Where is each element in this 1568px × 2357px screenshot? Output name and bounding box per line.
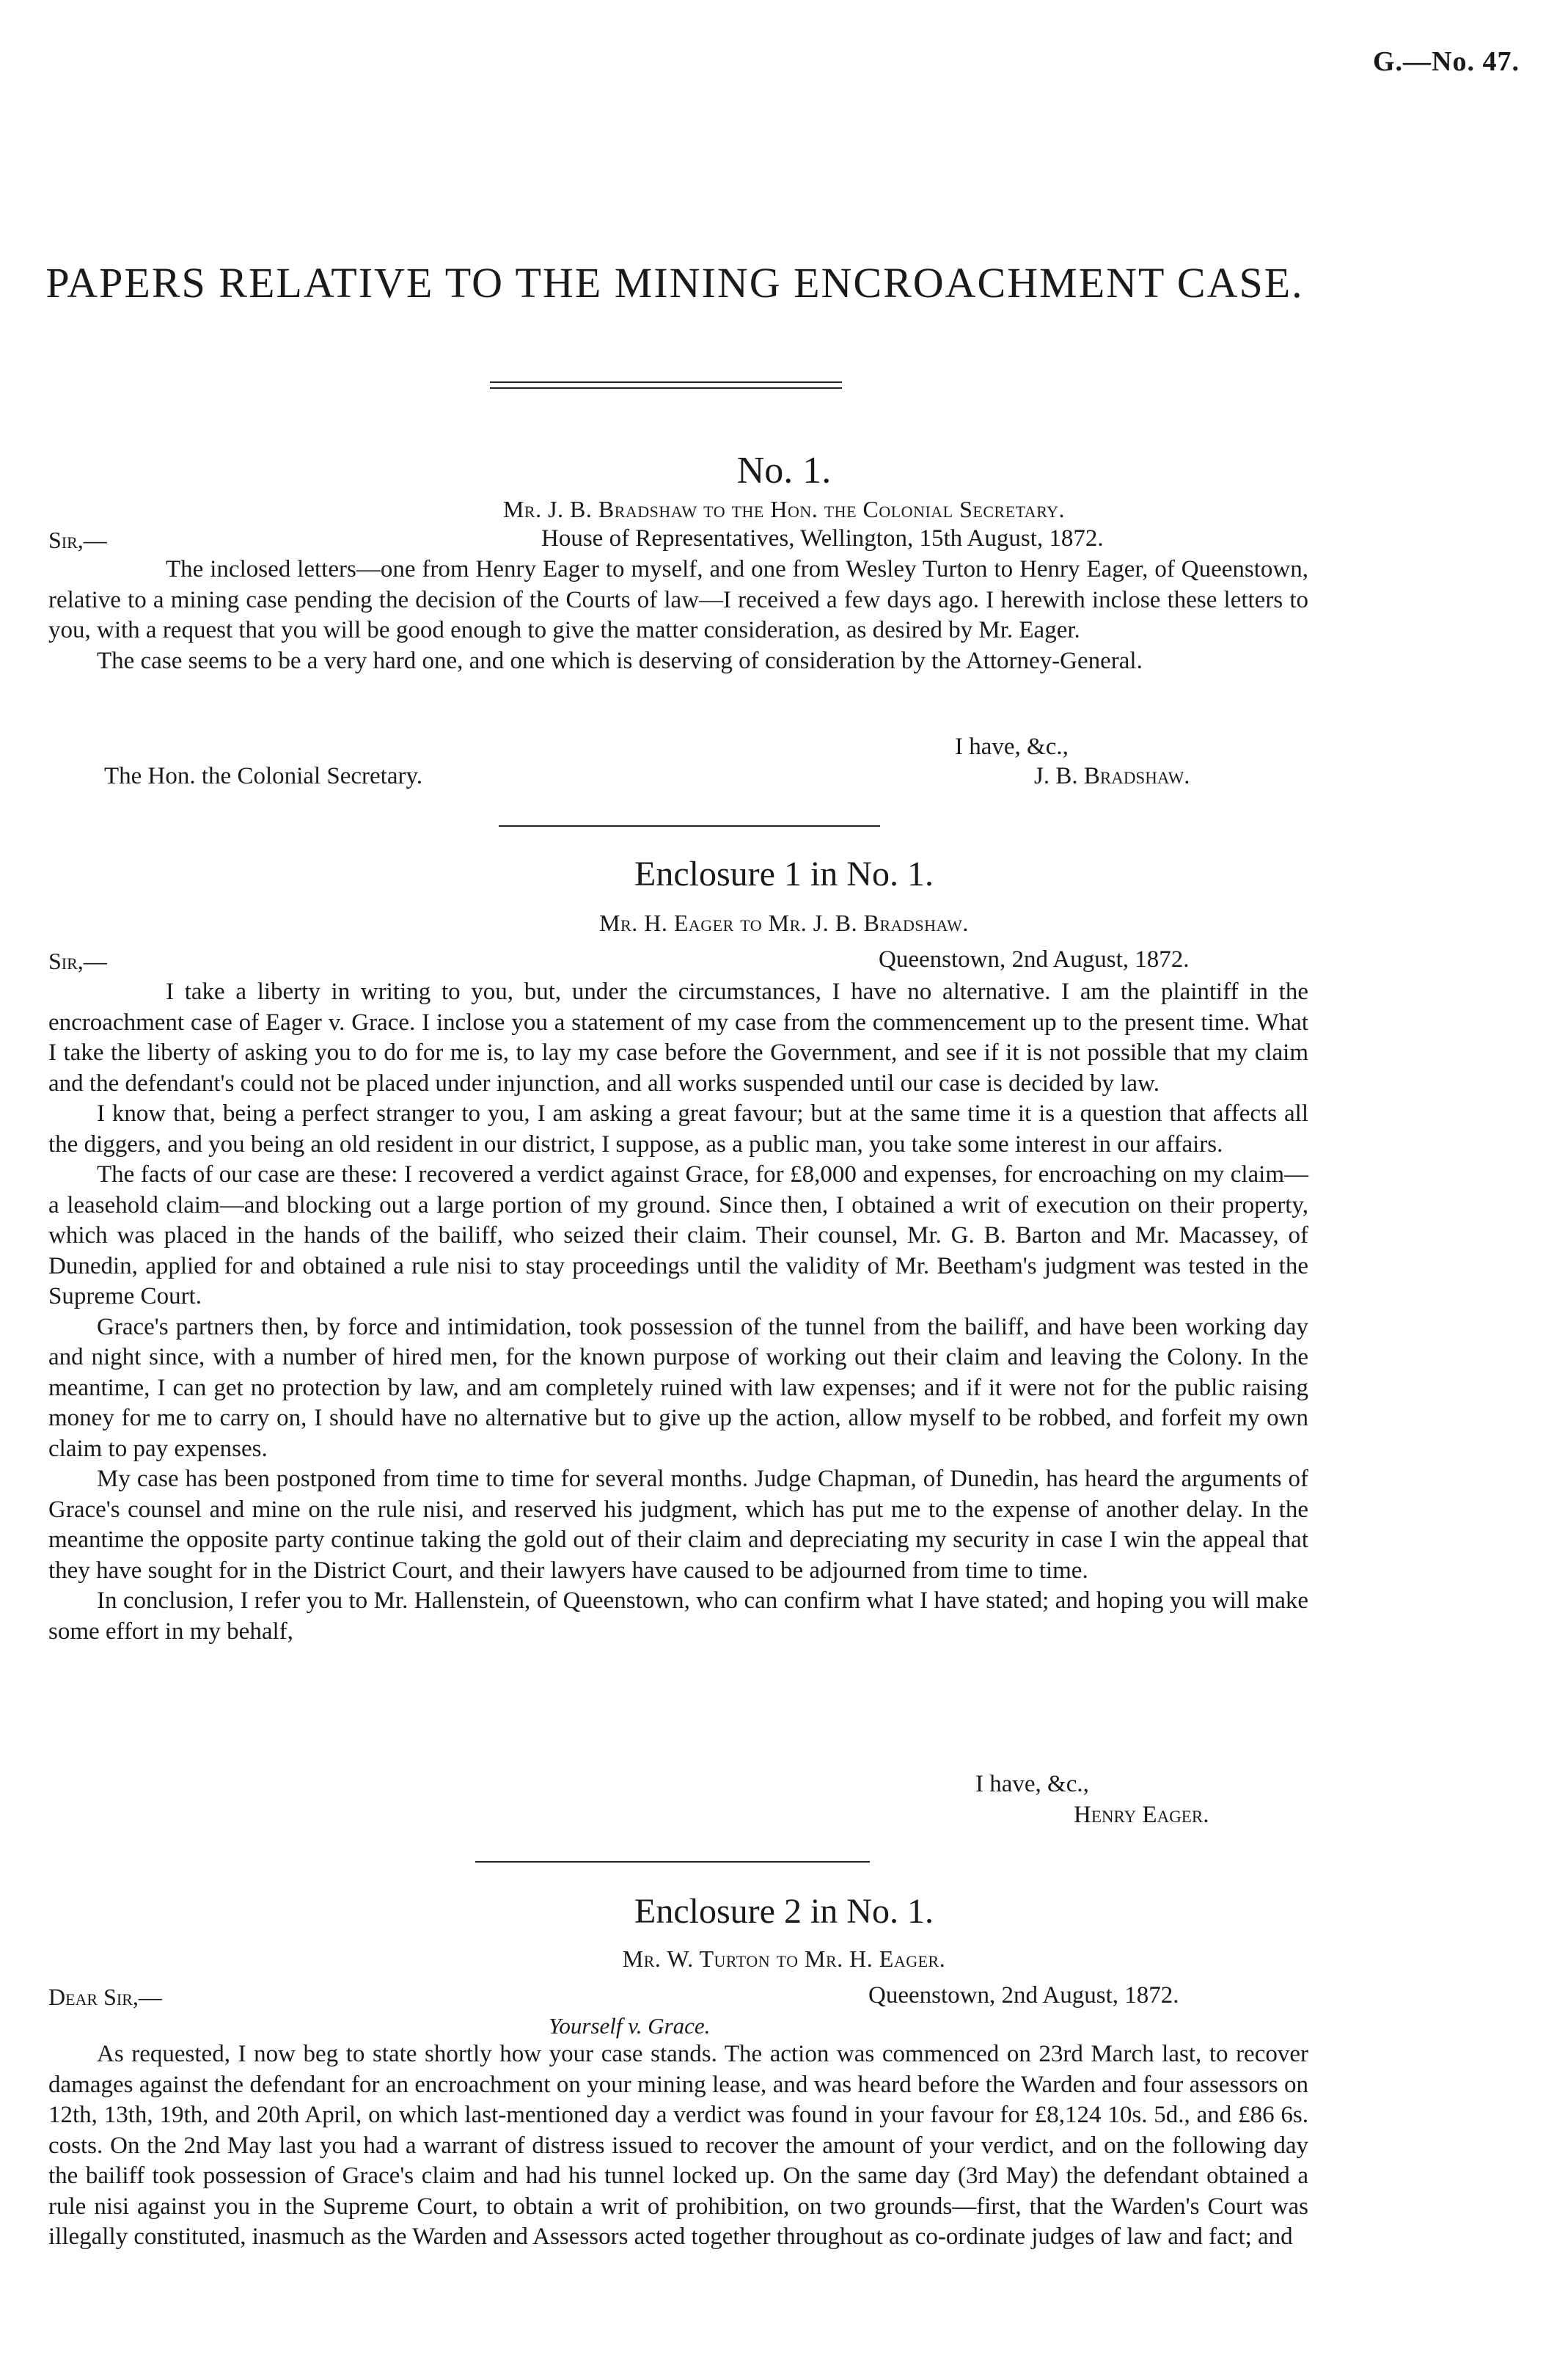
- enc1-paragraph: Grace's partners then, by force and intimidation, took possession of the tunnel from the bailiff, and have been working day and night since, with a number of hired men, for the known purpose of working out their claim and leaving the Colony. In the meantime, I can get no protection by law, and am completely ruined with law expenses; and if it were not for the public raising money for me to carry on, I should have no alternative but to give up the action, allow myself to be robbed, and forfeit my own claim to pay expenses.: [48, 1313, 1308, 1462]
- enc2-heading: Enclosure 2 in No. 1.: [634, 1892, 934, 1931]
- enc2-from-to: Mr. W. Turton to Mr. H. Eager.: [622, 1945, 946, 1972]
- enc1-paragraph: I know that, being a perfect stranger to you, I am asking a great favour; but at the same time it is a question that affects all the diggers, and you being an old resident in our district, I suppose, as a public man, you take some interest in our affairs.: [48, 1100, 1308, 1158]
- enc2-paragraph: As requested, I now beg to state shortly how your case stands. The action was commenced on 23rd March last, to recover damages against the defendant for an encroachment on your mining lease, and was heard before the Warden and four assessors on 12th, 13th, 19th, and 20th April, on which last-mentioned day a verdict was found in your favour for £8,124 10s. 5d., and £86 6s. costs. On the 2nd May last you had a warrant of distress issued to recover the amount of your verdict, and on the following day the bailiff took possession of Grace's claim and had his tunnel locked up. On the same day (3rd May) the defendant obtained a rule nisi against you in the Supreme Court, to obtain a writ of prohibition, on two grounds—first, that the Warden's Court was illegally constituted, inasmuch as the Warden and Assessors acted together throughout as co-ordinate judges of law and fact; and: [48, 2041, 1308, 2250]
- enc1-body: [48, 977, 1308, 1647]
- enc1-salutation: Sir,—: [48, 948, 107, 974]
- enc1-paragraph: My case has been postponed from time to time for several months. Judge Chapman, of Dunedin, has heard the arguments of Grace's counsel and mine on the rule nisi, and reserved his judgment, which has put me to the expense of another delay. In the meantime the opposite party continue taking the gold out of their claim and depreciating my security in case I win the appeal that they have sought for in the District Court, and their lawyers have caused to be adjourned from time to time.: [48, 1466, 1308, 1584]
- enc1-from-to: Mr. H. Eager to Mr. J. B. Bradshaw.: [599, 910, 969, 936]
- enc1-signature: Henry Eager.: [1074, 1802, 1209, 1828]
- enc2-place-date: Queenstown, 2nd August, 1872.: [868, 1982, 1179, 2009]
- enc1-place-date: Queenstown, 2nd August, 1872.: [879, 946, 1190, 973]
- no1-signature: J. B. Bradshaw.: [1034, 763, 1190, 789]
- enc2-body: [48, 2039, 1308, 2253]
- enc1-closing: I have, &c.,: [975, 1771, 1089, 1797]
- no1-paragraph: The inclosed letters—one from Henry Eager to myself, and one from Wesley Turton to Henry Eager, of Queenstown, relative to a mining case pending the decision of the Courts of law—I received a few days ago. I herewith inclose these letters to you, with a request that you will be good enough to give the matter consideration, as desired by Mr. Eager.: [48, 556, 1308, 643]
- no1-paragraph: The case seems to be a very hard one, and one which is deserving of consideration by the Attorney-General.: [97, 647, 1143, 674]
- enc1-paragraph: In conclusion, I refer you to Mr. Hallenstein, of Queenstown, who can confirm what I have stated; and hoping you will make some effort in my behalf,: [48, 1587, 1308, 1645]
- page-number: G.—No. 47.: [1373, 46, 1520, 77]
- no1-heading: No. 1.: [736, 450, 832, 492]
- enc2-case-title: Yourself v. Grace.: [549, 2013, 711, 2039]
- title-double-rule: [490, 381, 842, 389]
- enc1-paragraph: The facts of our case are these: I recovered a verdict against Grace, for £8,000 and expenses, for encroaching on my claim—a leasehold claim—and blocking out a large portion of my ground. Since then, I obtained a writ of execution on their property, which was placed in the hands of the bailiff, who seized their claim. Their counsel, Mr. G. B. Barton and Mr. Macassey, of Dunedin, applied for and obtained a rule nisi to stay proceedings until the validity of Mr. Beetham's judgment was tested in the Supreme Court.: [48, 1161, 1308, 1309]
- no1-place-date: House of Representatives, Wellington, 15th August, 1872.: [541, 525, 1104, 552]
- no1-salutation: Sir,—: [48, 527, 107, 553]
- section-rule: [499, 825, 880, 827]
- no1-from-to: Mr. J. B. Bradshaw to the Hon. the Colonial Secretary.: [502, 496, 1066, 522]
- enc1-heading: Enclosure 1 in No. 1.: [634, 855, 934, 894]
- section-rule: [475, 1861, 870, 1863]
- no1-body: [48, 555, 1308, 676]
- no1-addressee: The Hon. the Colonial Secretary.: [104, 763, 423, 789]
- enc1-paragraph: I take a liberty in writing to you, but, under the circumstances, I have no alternative. I am the plaintiff in the encroachment case of Eager v. Grace. I inclose you a statement of my case from the commencement up to the present time. What I take the liberty of asking you to do for me is, to lay my case before the Government, and see if it is not possible that my claim and the defendant's could not be placed under injunction, and all works suspended until our case is decided by law.: [48, 979, 1308, 1097]
- document-title: PAPERS RELATIVE TO THE MINING ENCROACHMENT CASE.: [45, 259, 1304, 307]
- enc2-salutation: Dear Sir,—: [48, 1984, 162, 2010]
- no1-closing: I have, &c.,: [955, 734, 1069, 760]
